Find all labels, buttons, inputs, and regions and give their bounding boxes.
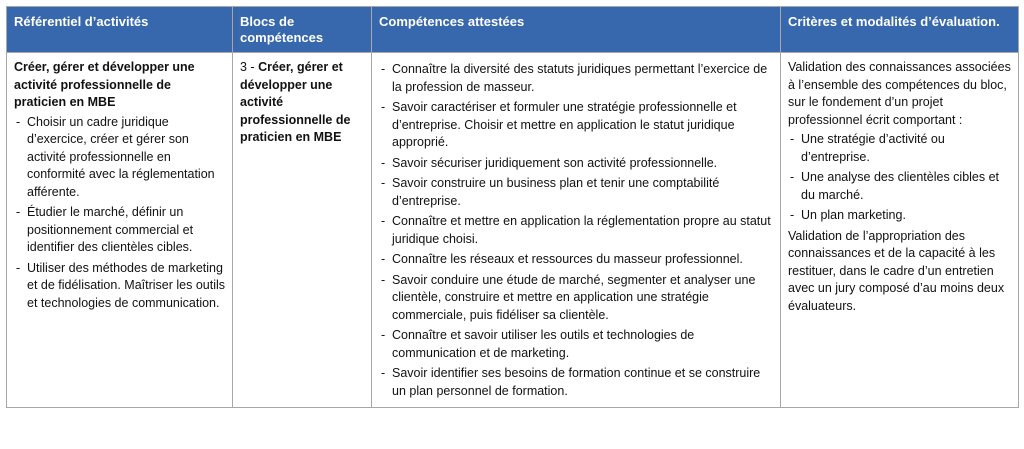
list-item: - Savoir sécuriser juridiquement son activité professionnelle.	[379, 155, 773, 173]
activities-cell	[7, 53, 233, 408]
list-item: - Connaître la diversité des statuts juridiques permettant l’exercice de la profession de masseur.	[379, 61, 773, 96]
list-item: - Un plan marketing.	[788, 207, 1011, 225]
list-item: - Savoir identifier ses besoins de formation continue et se construire un plan personnel de formation.	[379, 365, 773, 400]
list-item: - Savoir caractériser et formuler une stratégie professionnelle et d’entreprise. Choisir et mettre en application le statut juridique approprié.	[379, 99, 773, 152]
list-item: - Étudier le marché, définir un positionnement commercial et identifier des clientèles cibles.	[14, 204, 225, 257]
bloc-title: Créer, gérer et développer une activité professionnelle de praticien en MBE	[240, 60, 351, 144]
header-competences: Compétences attestées	[372, 7, 781, 53]
referentiel-table	[6, 6, 1019, 408]
header-referentiel: Référentiel d’activités	[7, 7, 233, 53]
header-blocs: Blocs de compétences	[233, 7, 372, 53]
table-row	[7, 53, 1019, 408]
competences-list	[379, 61, 773, 400]
activities-title: Créer, gérer et développer une activité professionnelle de praticien en MBE	[14, 60, 195, 109]
header-criteres: Critères et modalités d’évaluation.	[781, 7, 1019, 53]
activities-list	[14, 114, 225, 313]
list-item: - Connaître et mettre en application la réglementation propre au statut juridique choisi.	[379, 213, 773, 248]
criteres-cell	[781, 53, 1019, 408]
list-item: - Une analyse des clientèles cibles et du marché.	[788, 169, 1011, 204]
list-item: - Utiliser des méthodes de marketing et de fidélisation. Maîtriser les outils et technologies de communication.	[14, 260, 225, 313]
list-item: - Savoir conduire une étude de marché, segmenter et analyser une clientèle, construire et mettre en application une stratégie commerciale, puis fidéliser sa clientèle.	[379, 272, 773, 325]
bloc-cell	[233, 53, 372, 408]
criteres-intro: Validation des connaissances associées à l’ensemble des compétences du bloc, sur le fondement d’un projet professionnel écrit comportant :	[788, 60, 1011, 127]
list-item: - Savoir construire un business plan et tenir une comptabilité d’entreprise.	[379, 175, 773, 210]
list-item: - Connaître les réseaux et ressources du masseur professionnel.	[379, 251, 773, 269]
list-item: - Connaître et savoir utiliser les outils et technologies de communication et de marketing.	[379, 327, 773, 362]
criteres-list	[788, 131, 1011, 225]
list-item: - Une stratégie d’activité ou d’entreprise.	[788, 131, 1011, 166]
competences-cell	[372, 53, 781, 408]
bloc-number: 3 -	[240, 60, 259, 74]
criteres-outro: Validation de l’appropriation des connaissances et de la capacité à les restituer, dans le cadre d’un entretien avec un jury composé d’au moins deux évaluateurs.	[788, 228, 1005, 313]
bloc-heading	[240, 59, 364, 147]
header-row	[7, 7, 1019, 53]
list-item: - Choisir un cadre juridique d’exercice, créer et gérer son activité professionnelle en conformité avec la réglementation afférente.	[14, 114, 225, 202]
